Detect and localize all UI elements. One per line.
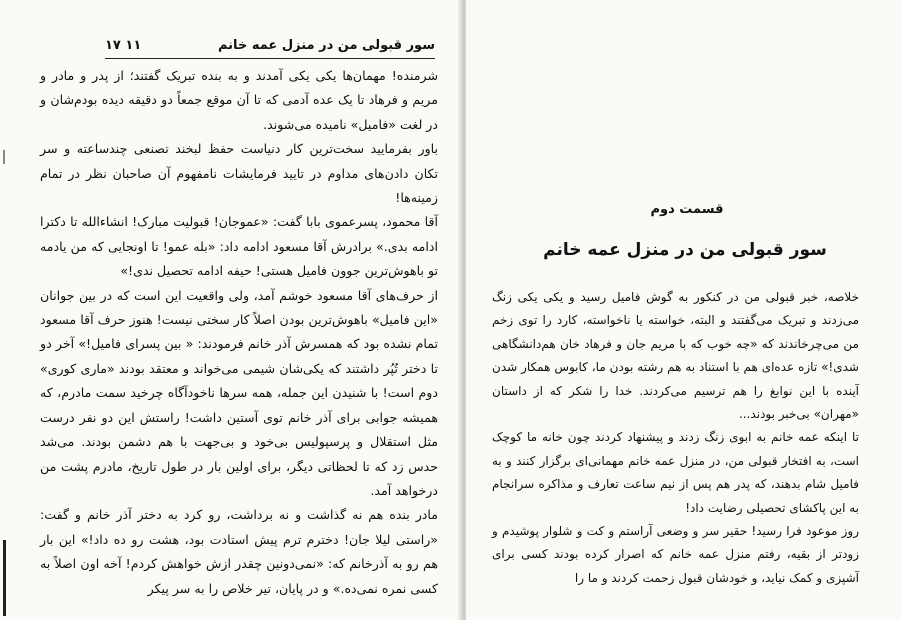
page-number: ۱۷ ۱۱ — [105, 38, 142, 53]
paragraph: خلاصه، خبر قبولی من در کنکور به گوش فامیل رسید و یکی یکی زنگ می‌زدند و تبریک می‌گفتند و البته، خواسته یا ناخواسته، کارد را توی زخم من می‌چرخاندند که «چه خوب که با مریم جان و فرهاد خان هم‌دانشگاهی شدی!» تازه عده‌ای هم با استناد به هم رشته بودن ما، کابوس همکار شدن آینده با این نوابغ را هم ترسیم می‌کردند. خدا را شکر که از داستان «مهران» بی‌خبر بودند... — [492, 290, 859, 422]
right-page-body — [492, 286, 859, 590]
binding-edge-mark — [3, 150, 5, 164]
paragraph: از حرف‌های آقا مسعود خوشم آمد، ولی واقعیت این است که در بین جوانان «این فامیل» باهوش‌ترین بودن اصلاً کار سختی نیست! هنوز حرف آقا مسعود تمام نشده بود که همسرش آذر خانم فرمودند: « بین پسرای فامیل!» آخر دو تا دختر تُپُر داشتند که یکی‌شان شیمی می‌خواند و معتقد بودند «ماری کوری» دوم است! با شنیدن این جمله، همه سرها ناخودآگاه چرخید سمت مادرم، که همیشه جوابی برای آذر خانم توی آستین داشت! راستش این دو نفر درست مثل استقلال و پرسپولیس بی‌خود و بی‌جهت با هم دشمن بودند. می‌شد حدس زد که تا لحظاتی دیگر، برای اولین بار در طول تاریخ، مادرم پشت من درخواهد آمد. — [40, 287, 438, 498]
binding-edge-mark — [3, 540, 6, 616]
paragraph: باور بفرمایید سخت‌ترین کار دنیاست حفظ لبخند تصنعی چندساعته و سر تکان دادن‌های مداوم در تایید فرمایشات نامفهوم آن صاحبان نظر در تمام زمینه‌ها! — [40, 141, 438, 206]
running-header-title: سور قبولی من در منزل عمه خانم — [217, 38, 435, 53]
paragraph: تا اینکه عمه خانم به ابوی زنگ زدند و پیشنهاد کردند چون خانه ما کوچک است، به افتخار قبولی من، در منزل عمه خانم مهمانی‌ای برگزار کنند و به فامیل شام بدهند، که پدر هم پس از نیم ساعت تعارف و مذاکره سرانجام به این پاکشای تحصیلی رضایت داد! — [492, 430, 859, 515]
chapter-label: قسمت دوم — [650, 202, 724, 217]
chapter-title: سور قبولی من در منزل عمه خانم — [543, 240, 827, 260]
paragraph: روز موعود فرا رسید! حقیر سر و وضعی آراستم و کت و شلوار پوشیدم و زودتر از بقیه، رفتم منزل عمه خانم که اصرار کرده بودند کسی برای آشپزی و کمک نیاید، و خودشان قبول زحمت کردند و ما را — [492, 524, 859, 585]
running-header — [105, 36, 435, 59]
paragraph: شرمنده! مهمان‌ها یکی یکی آمدند و به بنده تبریک گفتند؛ از پدر و مادر و مریم و فرهاد تا یک عده آدمی که تا آن موقع جمعاً دو دقیقه دیده بودم‌شان و در لغت «فامیل» نامیده می‌شوند. — [40, 68, 438, 132]
right-page — [466, 0, 901, 620]
paragraph: مادر بنده هم نه گذاشت و نه برداشت، رو کرد به دختر آذر خانم و گفت: «راستی لیلا جان! دخترم ترم پیش استادت بود، هشت رو ده داد!» این بار هم رو به آذرخانم که: «نمی‌دونین چقدر ازش خواهش کردم! آخه اون اصلاً به کسی نمره نمی‌ده.» و در پایان، تیر خلاص را به سر پیکر — [40, 507, 438, 596]
paragraph: آقا محمود، پسرعموی بابا گفت: «عموجان! قبولیت مبارک! انشاءالله تا دکترا ادامه بدی.» برادرش آقا مسعود ادامه داد: «بله عمو! تا اونجایی که من یادمه تو باهوش‌ترین جوون فامیل هستی! حیفه ادامه تحصیل ندی!» — [40, 214, 438, 279]
left-page-body — [40, 64, 438, 601]
